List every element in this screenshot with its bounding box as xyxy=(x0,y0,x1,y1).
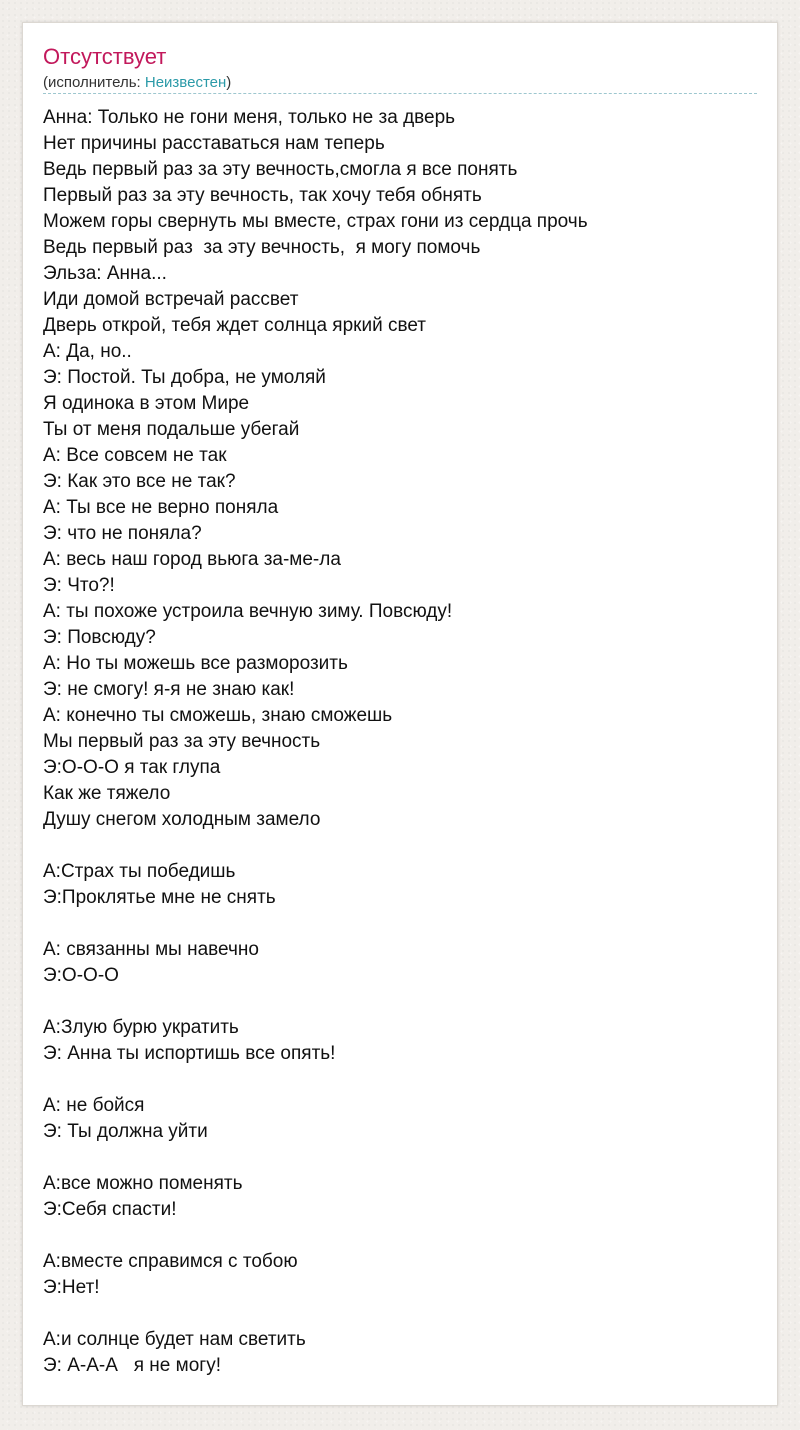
lyrics-text xyxy=(43,105,759,1379)
lyric-line: Эльза: Анна... xyxy=(43,263,167,284)
lyric-line: Ведь первый раз за эту вечность,смогла я все понять xyxy=(43,159,518,180)
lyric-line: А:Страх ты победишь xyxy=(43,861,236,882)
lyric-line: Э: Что?! xyxy=(43,575,115,596)
lyric-blank-line xyxy=(43,833,759,859)
lyric-line: Э:Проклятье мне не снять xyxy=(43,887,276,908)
lyric-line: А: связанны мы навечно xyxy=(43,939,259,960)
lyric-line: Я одинока в этом Мире xyxy=(43,393,250,414)
lyric-line: А:Злую бурю укратить xyxy=(43,1017,239,1038)
lyric-line: Первый раз за эту вечность, так хочу тебя обнять xyxy=(43,185,482,206)
lyric-line: Э: Ты должна уйти xyxy=(43,1121,208,1142)
lyric-line: Э:Нет! xyxy=(43,1277,100,1298)
lyric-line: Э:О-О-О я так глупа xyxy=(43,757,221,778)
lyric-blank-line xyxy=(43,1223,759,1249)
lyric-line: Э:Себя спасти! xyxy=(43,1199,177,1220)
lyric-line: Э: Постой. Ты добра, не умоляй xyxy=(43,367,326,388)
lyric-line: А:вместе справимся с тобою xyxy=(43,1251,298,1272)
lyric-line: Э:О-О-О xyxy=(43,965,119,986)
lyric-line: А: ты похоже устроила вечную зиму. Повсюду! xyxy=(43,601,453,622)
lyric-line: А: Все совсем не так xyxy=(43,445,227,466)
lyric-line: Мы первый раз за эту вечность xyxy=(43,731,321,752)
artist-line xyxy=(43,73,231,93)
artist-prefix: (исполнитель: xyxy=(43,74,145,91)
lyric-line: Ты от меня подальше убегай xyxy=(43,419,300,440)
lyric-line: Дверь открой, тебя ждет солнца яркий свет xyxy=(43,315,426,336)
lyric-line: Э: не смогу! я-я не знаю как! xyxy=(43,679,295,700)
lyric-line: А: конечно ты сможешь, знаю сможешь xyxy=(43,705,393,726)
lyric-blank-line xyxy=(43,989,759,1015)
lyric-blank-line xyxy=(43,1145,759,1171)
lyric-blank-line xyxy=(43,911,759,937)
lyric-line: Э: что не поняла? xyxy=(43,523,202,544)
lyric-line: А: весь наш город вьюга за-ме-ла xyxy=(43,549,341,570)
lyric-line: Э: А-А-А я не могу! xyxy=(43,1355,221,1376)
lyric-line: Э: Повсюду? xyxy=(43,627,156,648)
lyric-line: Иди домой встречай рассвет xyxy=(43,289,299,310)
title-divider xyxy=(43,93,757,94)
lyric-line: Анна: Только не гони меня, только не за дверь xyxy=(43,107,456,128)
lyrics-card xyxy=(22,22,778,1406)
artist-link[interactable]: Неизвестен xyxy=(144,74,227,91)
song-title: Отсутствует xyxy=(43,44,167,69)
lyric-line: А:все можно поменять xyxy=(43,1173,243,1194)
artist-suffix: ) xyxy=(226,74,232,91)
lyric-line: Можем горы свернуть мы вместе, страх гони из сердца прочь xyxy=(43,211,588,232)
lyric-line: Э: Как это все не так? xyxy=(43,471,236,492)
lyric-line: Э: Анна ты испортишь все опять! xyxy=(43,1043,336,1064)
lyric-line: А: Ты все не верно поняла xyxy=(43,497,279,518)
lyric-blank-line xyxy=(43,1301,759,1327)
lyric-line: А:и солнце будет нам светить xyxy=(43,1329,306,1350)
lyric-line: Душу снегом холодным замело xyxy=(43,809,321,830)
lyric-line: Нет причины расставаться нам теперь xyxy=(43,133,385,154)
lyric-line: Ведь первый раз за эту вечность, я могу помочь xyxy=(43,237,481,258)
lyric-line: А: не бойся xyxy=(43,1095,145,1116)
lyric-line: А: Да, но.. xyxy=(43,341,132,362)
lyric-blank-line xyxy=(43,1067,759,1093)
lyric-line: А: Но ты можешь все разморозить xyxy=(43,653,348,674)
lyric-line: Как же тяжело xyxy=(43,783,171,804)
